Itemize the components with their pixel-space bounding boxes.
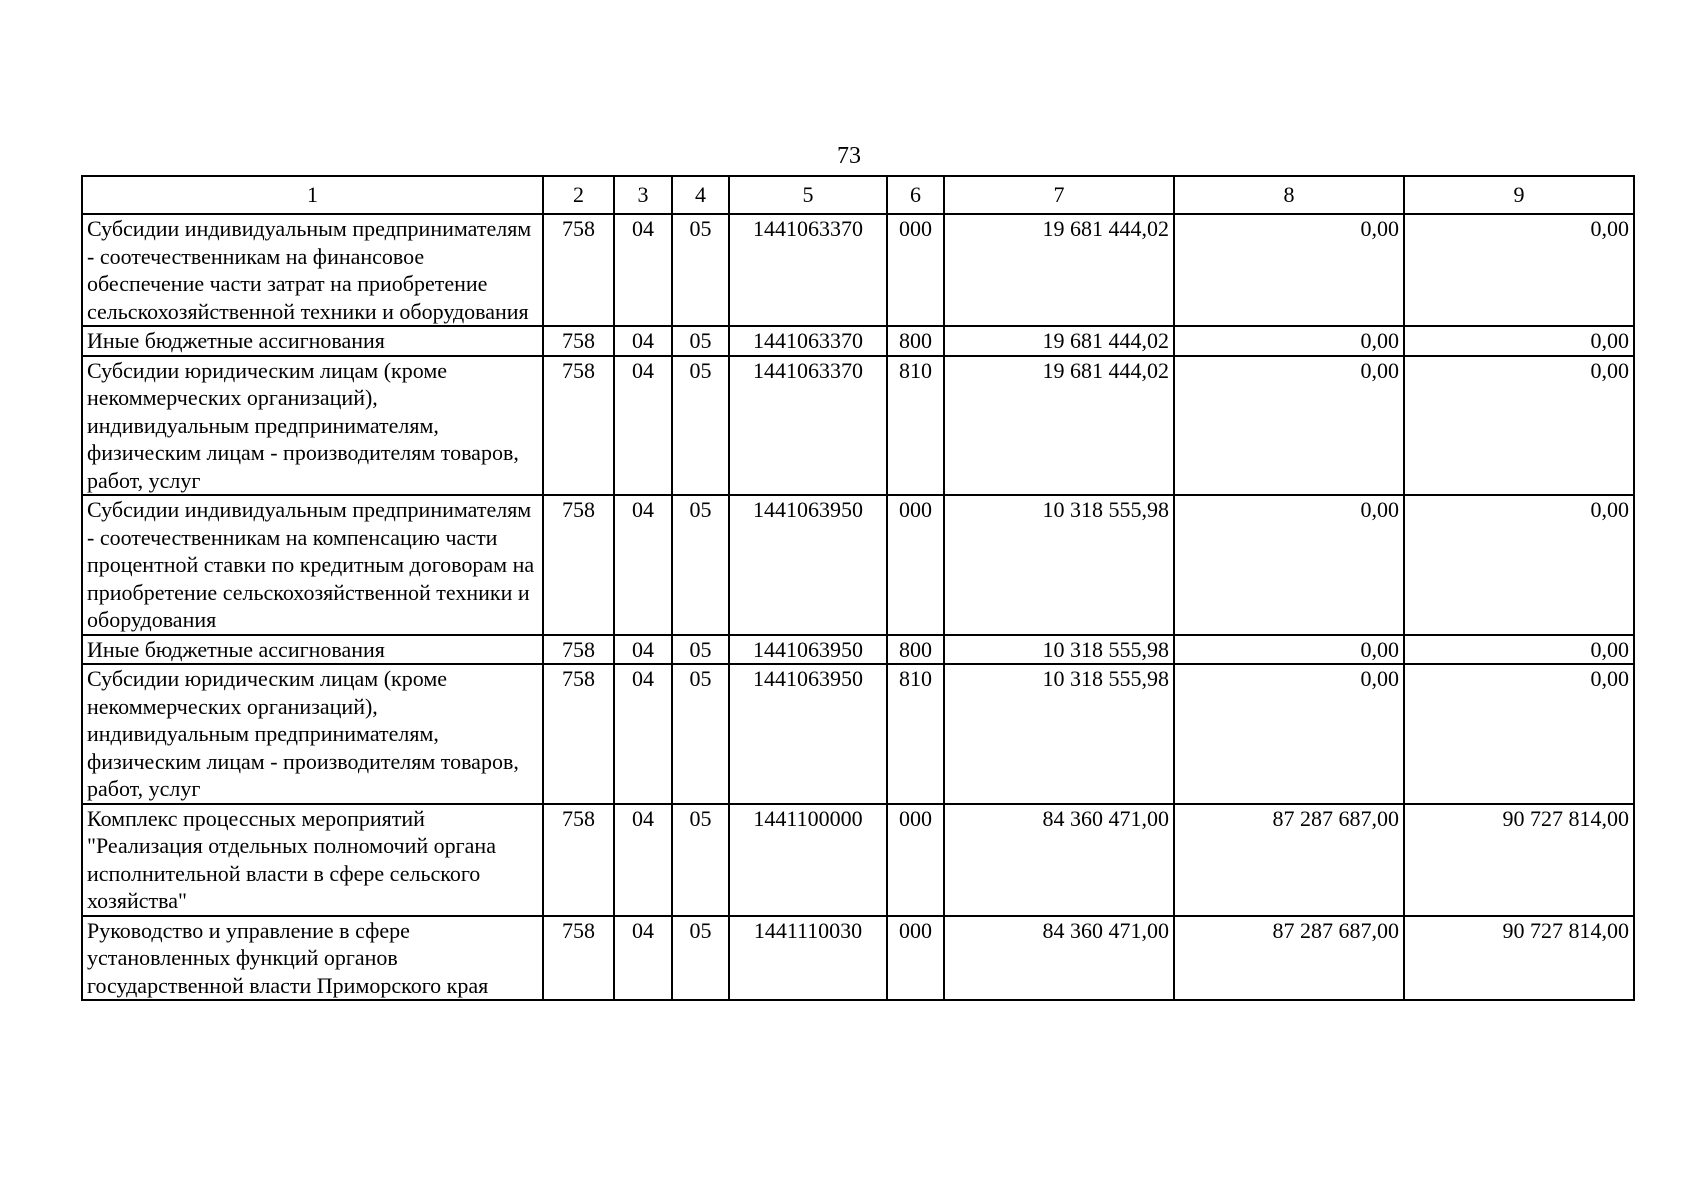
code-cell: 05: [672, 326, 729, 356]
code-cell: 04: [614, 916, 672, 1001]
table-row: [82, 326, 1634, 356]
amount-cell: 84 360 471,00: [944, 804, 1174, 916]
code-cell: 758: [543, 326, 614, 356]
table-row: [82, 356, 1634, 496]
table-row: [82, 635, 1634, 665]
column-header: 5: [729, 176, 887, 214]
amount-cell: 19 681 444,02: [944, 356, 1174, 496]
code-cell: 1441063950: [729, 664, 887, 804]
amount-cell: 84 360 471,00: [944, 916, 1174, 1001]
code-cell: 04: [614, 495, 672, 635]
code-cell: 04: [614, 804, 672, 916]
code-cell: 04: [614, 356, 672, 496]
code-cell: 810: [887, 664, 944, 804]
code-cell: 04: [614, 635, 672, 665]
row-name: Субсидии юридическим лицам (кроме некоммерческих организаций), индивидуальным предпринимателям, физическим лицам - производителям товаров, работ, услуг: [82, 664, 543, 804]
row-name: Комплекс процессных мероприятий "Реализация отдельных полномочий органа исполнительной власти в сфере сельского хозяйства": [82, 804, 543, 916]
code-cell: 05: [672, 635, 729, 665]
code-cell: 758: [543, 804, 614, 916]
amount-cell: 10 318 555,98: [944, 664, 1174, 804]
page-number: 73: [837, 143, 861, 169]
amount-cell: 0,00: [1404, 326, 1634, 356]
code-cell: 05: [672, 356, 729, 496]
amount-cell: 19 681 444,02: [944, 326, 1174, 356]
amount-cell: 0,00: [1174, 635, 1404, 665]
code-cell: 1441063950: [729, 495, 887, 635]
code-cell: 000: [887, 916, 944, 1001]
row-name: Субсидии индивидуальным предпринимателям - соотечественникам на финансовое обеспечение части затрат на приобретение сельскохозяйственной техники и оборудования: [82, 214, 543, 326]
code-cell: 04: [614, 326, 672, 356]
column-header: 6: [887, 176, 944, 214]
code-cell: 05: [672, 804, 729, 916]
column-header: 4: [672, 176, 729, 214]
code-cell: 758: [543, 214, 614, 326]
code-cell: 758: [543, 664, 614, 804]
code-cell: 1441063950: [729, 635, 887, 665]
code-cell: 1441063370: [729, 356, 887, 496]
amount-cell: 0,00: [1404, 495, 1634, 635]
table-row: [82, 804, 1634, 916]
table-row: [82, 214, 1634, 326]
column-header: 8: [1174, 176, 1404, 214]
column-header: 9: [1404, 176, 1634, 214]
column-header: 7: [944, 176, 1174, 214]
amount-cell: 87 287 687,00: [1174, 804, 1404, 916]
code-cell: 05: [672, 214, 729, 326]
column-header: 2: [543, 176, 614, 214]
amount-cell: 0,00: [1174, 495, 1404, 635]
code-cell: 1441110030: [729, 916, 887, 1001]
amount-cell: 90 727 814,00: [1404, 804, 1634, 916]
code-cell: 000: [887, 804, 944, 916]
amount-cell: 0,00: [1404, 664, 1634, 804]
amount-cell: 10 318 555,98: [944, 495, 1174, 635]
code-cell: 758: [543, 356, 614, 496]
row-name: Субсидии индивидуальным предпринимателям - соотечественникам на компенсацию части процентной ставки по кредитным договорам на приобретение сельскохозяйственной техники и оборудования: [82, 495, 543, 635]
budget-table: [81, 175, 1635, 1001]
code-cell: 1441063370: [729, 214, 887, 326]
row-name: Субсидии юридическим лицам (кроме некоммерческих организаций), индивидуальным предпринимателям, физическим лицам - производителям товаров, работ, услуг: [82, 356, 543, 496]
code-cell: 758: [543, 495, 614, 635]
code-cell: 1441100000: [729, 804, 887, 916]
column-header: 1: [82, 176, 543, 214]
table-row: [82, 495, 1634, 635]
amount-cell: 0,00: [1404, 214, 1634, 326]
code-cell: 758: [543, 916, 614, 1001]
code-cell: 800: [887, 635, 944, 665]
amount-cell: 0,00: [1404, 635, 1634, 665]
row-name: Руководство и управление в сфере установленных функций органов государственной власти Приморского края: [82, 916, 543, 1001]
amount-cell: 10 318 555,98: [944, 635, 1174, 665]
code-cell: 05: [672, 664, 729, 804]
code-cell: 1441063370: [729, 326, 887, 356]
column-header: 3: [614, 176, 672, 214]
code-cell: 000: [887, 214, 944, 326]
amount-cell: 0,00: [1174, 214, 1404, 326]
row-name: Иные бюджетные ассигнования: [82, 326, 543, 356]
amount-cell: 0,00: [1174, 664, 1404, 804]
code-cell: 04: [614, 664, 672, 804]
amount-cell: 0,00: [1404, 356, 1634, 496]
code-cell: 810: [887, 356, 944, 496]
amount-cell: 19 681 444,02: [944, 214, 1174, 326]
row-name: Иные бюджетные ассигнования: [82, 635, 543, 665]
amount-cell: 0,00: [1174, 356, 1404, 496]
header-row: [82, 176, 1634, 214]
code-cell: 000: [887, 495, 944, 635]
code-cell: 05: [672, 916, 729, 1001]
code-cell: 05: [672, 495, 729, 635]
table-row: [82, 664, 1634, 804]
table-row: [82, 916, 1634, 1001]
amount-cell: 0,00: [1174, 326, 1404, 356]
code-cell: 800: [887, 326, 944, 356]
code-cell: 04: [614, 214, 672, 326]
code-cell: 758: [543, 635, 614, 665]
amount-cell: 90 727 814,00: [1404, 916, 1634, 1001]
amount-cell: 87 287 687,00: [1174, 916, 1404, 1001]
